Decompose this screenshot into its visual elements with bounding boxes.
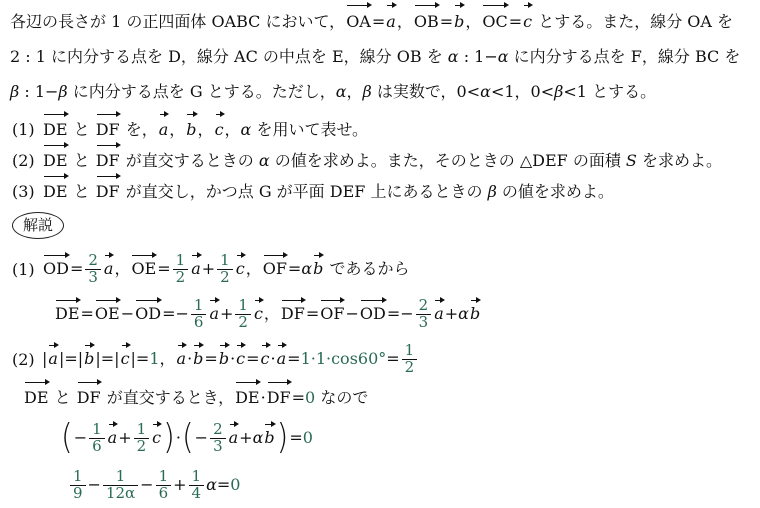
- fraction-denominator: 2: [134, 438, 150, 455]
- math-number: 0: [305, 388, 316, 407]
- vector-symbol: b: [454, 9, 464, 34]
- italic-symbol: α: [335, 82, 347, 101]
- solution-step-1-formula: [42, 250, 750, 286]
- italic-symbol: β: [554, 82, 564, 101]
- vector-symbol: c: [253, 303, 263, 323]
- italic-symbol: α: [447, 47, 459, 66]
- italic-symbol: β: [362, 82, 372, 101]
- math-fraction: [191, 295, 207, 331]
- vector-symbol: OF: [320, 303, 345, 323]
- vector-symbol: c: [235, 258, 245, 278]
- text-run: =: [216, 474, 231, 494]
- text-run: +: [118, 427, 132, 447]
- math-fraction: [210, 419, 226, 455]
- derivation-equation-formula: [54, 295, 750, 331]
- math-number: 0: [230, 474, 241, 494]
- text-run: ，: [245, 258, 262, 278]
- vector-symbol: b: [186, 120, 197, 139]
- text-run: が直交するときの: [120, 151, 259, 170]
- text-run: を用いて表せ。: [251, 120, 368, 139]
- kaisetsu-badge: 解説: [12, 212, 64, 239]
- vector-symbol: OA: [346, 9, 371, 34]
- text-run: +: [444, 303, 459, 323]
- text-run: =: [246, 348, 260, 368]
- italic-symbol: α: [458, 303, 469, 323]
- orthogonality-condition-line: [10, 382, 750, 414]
- italic-symbol: α: [206, 474, 217, 494]
- vector-symbol: a: [176, 348, 187, 368]
- text-run: =: [371, 12, 386, 31]
- fraction-denominator: 3: [85, 269, 101, 286]
- text-run: −: [194, 427, 209, 447]
- question-2-label: (2): [12, 151, 35, 170]
- fraction-denominator: 9: [70, 485, 86, 502]
- fraction-denominator: 6: [89, 438, 105, 455]
- fraction-denominator: 2: [235, 314, 251, 331]
- text-run: =: [439, 12, 454, 31]
- vector-symbol: DE: [235, 388, 260, 407]
- text-run: は実数で，0<: [371, 82, 481, 101]
- text-run: を求めよ。: [636, 151, 722, 170]
- fraction-numerator: 1: [238, 295, 248, 314]
- text-run: であるから: [324, 258, 410, 278]
- italic-symbol: α: [301, 258, 313, 278]
- text-run: とする。また，線分 OA を: [533, 12, 734, 31]
- vector-symbol: a: [276, 348, 287, 368]
- text-run: =: [289, 427, 303, 447]
- text-run: =: [508, 12, 523, 31]
- italic-symbol: α: [258, 151, 270, 170]
- solution-step-1-label: (1): [12, 259, 35, 279]
- text-run: ，: [346, 82, 363, 101]
- text-run: +: [239, 427, 253, 447]
- fraction-denominator: 3: [416, 314, 432, 331]
- fraction-numerator: 1: [220, 250, 230, 269]
- statement-line-1: [10, 6, 750, 34]
- text-run: ·: [230, 348, 236, 368]
- text-run: =: [305, 303, 320, 323]
- question-2: [10, 142, 750, 172]
- question-1-label: (1): [12, 120, 35, 139]
- solution-step-2: [10, 336, 750, 382]
- text-run: −: [345, 303, 359, 323]
- math-fraction: [189, 466, 205, 502]
- text-run: |=|: [95, 348, 120, 368]
- dot-product-equation: [10, 414, 750, 462]
- vector-symbol: b: [264, 427, 275, 447]
- question-1-text: [42, 118, 750, 141]
- statement-line-2: [10, 41, 750, 69]
- text-run: ·: [260, 388, 266, 407]
- vector-symbol: a: [103, 258, 114, 278]
- text-run: =−: [162, 303, 189, 323]
- text-run: ·: [270, 348, 276, 368]
- vector-symbol: c: [152, 427, 162, 447]
- vector-symbol: DF: [76, 388, 101, 407]
- math-fraction: [416, 295, 432, 331]
- text-run: に内分する点を F，線分 BC を: [508, 47, 741, 66]
- vector-symbol: DF: [95, 151, 120, 170]
- math-fraction: [89, 419, 105, 455]
- vector-symbol: DF: [95, 182, 120, 201]
- vector-symbol: a: [228, 427, 239, 447]
- text-run: の値を求めよ。: [496, 182, 614, 201]
- text-run: と: [49, 388, 76, 407]
- solution-step-1: [10, 244, 750, 292]
- text-run: =: [287, 348, 301, 368]
- vector-symbol: DE: [24, 388, 49, 407]
- text-run: に内分する点を G とする。ただし，: [67, 82, 336, 101]
- text-run: ·: [175, 427, 181, 447]
- fraction-numerator: 2: [418, 295, 429, 314]
- scalar-equation: [10, 462, 750, 508]
- text-run: +: [219, 303, 234, 323]
- text-run: ，: [224, 120, 241, 139]
- math-fraction: [134, 419, 150, 455]
- explanation-section-header: [12, 212, 750, 242]
- fraction-numerator: 1: [136, 419, 147, 438]
- vector-symbol: DF: [266, 388, 291, 407]
- text-run: <1，0<: [490, 82, 555, 101]
- vector-symbol: a: [158, 120, 169, 139]
- math-fraction: [217, 250, 233, 286]
- fraction-numerator: 1: [115, 466, 126, 485]
- vector-symbol: b: [84, 348, 95, 368]
- text-run: =: [69, 258, 84, 278]
- text-run: =: [204, 348, 218, 368]
- question-2-text: [42, 149, 750, 172]
- text-run: : 1−: [19, 82, 59, 101]
- math-fraction: [85, 250, 101, 286]
- fraction-denominator: 2: [173, 269, 189, 286]
- vector-symbol: OE: [131, 258, 157, 278]
- vector-symbol: b: [313, 258, 324, 278]
- math-number: 0: [302, 427, 313, 447]
- text-run: 2 : 1 に内分する点を D，線分 AC の中点を E，線分 OB を: [10, 47, 448, 66]
- question-3-label: (3): [12, 182, 35, 201]
- text-run: ，: [114, 258, 131, 278]
- text-run: 各辺の長さが 1 の正四面体 OABC において，: [10, 12, 346, 31]
- fraction-numerator: 1: [73, 466, 83, 485]
- italic-symbol: β: [58, 82, 68, 101]
- vector-symbol: DE: [43, 182, 68, 201]
- question-3-text: [42, 180, 750, 203]
- vector-symbol: DE: [43, 151, 68, 170]
- fraction-denominator: 3: [210, 438, 226, 455]
- text-run: =: [157, 258, 171, 278]
- vector-symbol: a: [107, 427, 118, 447]
- fraction-numerator: 1: [404, 340, 415, 359]
- fraction-denominator: 6: [191, 314, 207, 331]
- text-run: を，: [120, 120, 158, 139]
- text-run: が直交するとき，: [101, 388, 235, 407]
- text-run: =−: [386, 303, 414, 323]
- solution-step-2-formula: [42, 340, 750, 376]
- derivation-equation: [10, 292, 750, 336]
- fraction-denominator: 2: [217, 269, 233, 286]
- text-run: ，: [263, 303, 280, 323]
- math-fraction: [70, 466, 86, 502]
- vector-symbol: b: [218, 348, 230, 368]
- vector-symbol: c: [236, 348, 246, 368]
- text-run: と: [68, 151, 95, 170]
- vector-symbol: OD: [43, 258, 69, 278]
- italic-symbol: α: [252, 427, 264, 447]
- vector-symbol: b: [469, 303, 481, 323]
- vector-symbol: c: [214, 120, 224, 139]
- vector-symbol: OF: [262, 258, 287, 278]
- text-run: =: [80, 303, 94, 323]
- text-run: −: [120, 303, 135, 323]
- vector-symbol: a: [191, 258, 201, 278]
- math-number: 1·1·cos60°: [300, 348, 387, 368]
- text-run: |=|: [58, 348, 84, 368]
- fraction-numerator: 1: [158, 466, 169, 485]
- question-3: [10, 173, 750, 203]
- dot-product-equation-formula: (− $\frac{1}{6}$ a+ $\frac{1}{2}$ c)·(− $\frac{2}{3}$ a+αb)=0: [61, 417, 313, 458]
- math-fraction: [156, 466, 172, 502]
- scalar-equation-formula: [68, 466, 750, 502]
- fraction-numerator: 1: [193, 295, 204, 314]
- text-run: ，: [169, 120, 186, 139]
- fraction-numerator: 2: [88, 250, 98, 269]
- statement-line-3: [10, 76, 750, 104]
- fraction-numerator: 2: [213, 419, 223, 438]
- text-run: ·: [187, 348, 193, 368]
- text-run: <1 とする。: [563, 82, 657, 101]
- solution-step-2-label: (2): [12, 349, 35, 369]
- fraction-numerator: 1: [175, 250, 186, 269]
- vector-symbol: b: [193, 348, 204, 368]
- fraction-denominator: 6: [156, 485, 172, 502]
- italic-symbol: β: [10, 82, 20, 101]
- text-run: −: [73, 427, 88, 447]
- vector-symbol: DE: [43, 120, 68, 139]
- fraction-denominator: 12α: [103, 485, 138, 502]
- vector-symbol: c: [260, 348, 270, 368]
- text-run: ，: [465, 12, 482, 31]
- italic-symbol: S: [625, 151, 637, 170]
- text-run: と: [68, 182, 95, 201]
- vector-symbol: OB: [414, 9, 439, 34]
- fraction-denominator: 2: [402, 359, 418, 376]
- fraction-numerator: 1: [191, 466, 202, 485]
- math-fraction: [173, 250, 189, 286]
- problem-statement: [10, 6, 750, 104]
- text-run: =: [386, 348, 400, 368]
- vector-symbol: OD: [135, 303, 162, 323]
- vector-symbol: DF: [280, 303, 305, 323]
- text-run: の値を求めよ。また，そのときの △DEF の面積: [269, 151, 626, 170]
- vector-symbol: OE: [94, 303, 120, 323]
- vector-symbol: a: [434, 303, 444, 323]
- text-run: : 1−: [458, 47, 498, 66]
- vector-symbol: DF: [95, 120, 120, 139]
- italic-symbol: α: [497, 47, 509, 66]
- text-run: ，: [159, 348, 176, 368]
- vector-symbol: a: [209, 303, 219, 323]
- text-run: |=: [130, 348, 150, 368]
- vector-symbol: OD: [359, 303, 386, 323]
- text-run: −: [140, 474, 154, 494]
- text-run: +: [173, 474, 187, 494]
- text-run: ，: [396, 12, 413, 31]
- italic-symbol: α: [480, 82, 491, 101]
- vector-symbol: c: [120, 348, 130, 368]
- text-run: |: [42, 348, 48, 368]
- italic-symbol: β: [487, 182, 497, 201]
- math-fraction: [402, 340, 418, 376]
- fraction-numerator: 1: [92, 419, 102, 438]
- text-run: と: [68, 120, 95, 139]
- vector-symbol: DE: [55, 303, 80, 323]
- text-run: =: [287, 258, 302, 278]
- vector-symbol: a: [386, 9, 396, 34]
- vector-symbol: a: [48, 348, 58, 368]
- fraction-denominator: 4: [189, 485, 205, 502]
- text-run: ，: [197, 120, 214, 139]
- italic-symbol: α: [240, 120, 252, 139]
- text-run: が直交し，かつ点 G が平面 DEF 上にあるときの: [120, 182, 488, 201]
- vector-symbol: OC: [482, 9, 507, 34]
- text-run: +: [201, 258, 216, 278]
- text-run: なので: [315, 388, 369, 407]
- math-number: 1: [149, 348, 160, 368]
- math-fraction: [103, 466, 138, 502]
- text-run: =: [291, 388, 306, 407]
- math-fraction: [235, 295, 251, 331]
- text-run: −: [87, 474, 101, 494]
- vector-symbol: c: [523, 9, 532, 34]
- orthogonality-condition-text: [23, 386, 750, 409]
- question-1: [10, 111, 750, 141]
